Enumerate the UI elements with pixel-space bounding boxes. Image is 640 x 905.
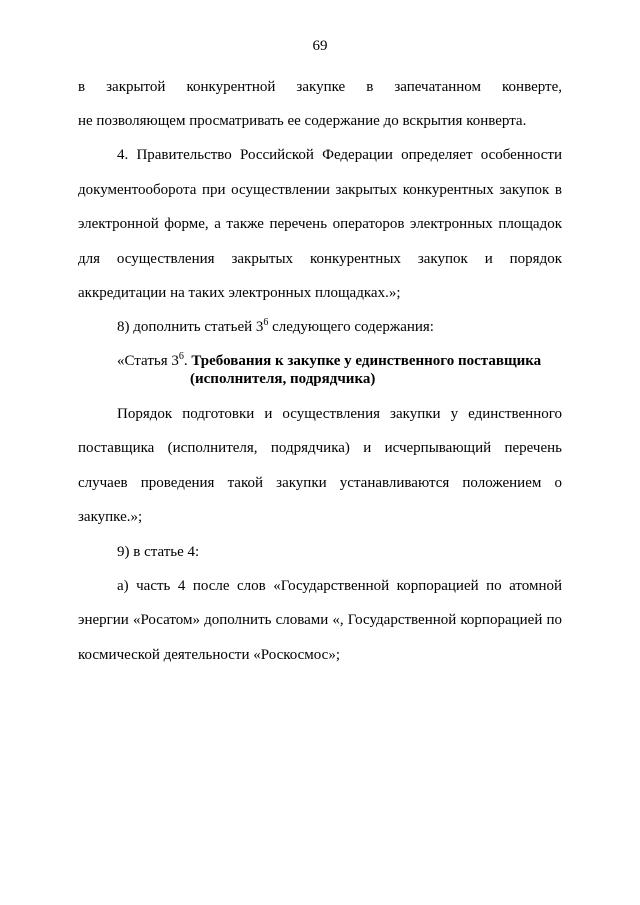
article-title-continued: (исполнителя, подрядчика) <box>190 371 376 387</box>
paragraph-line: 4. Правительство Российской Федерации определяет особенности <box>117 147 562 163</box>
paragraph-line: в закрытой конкурентной закупке в запечатанном конверте, <box>78 79 562 95</box>
paragraph-line: для осуществления закрытых конкурентных закупок и порядок <box>78 251 562 267</box>
article-body-line: закупке.»; <box>78 509 143 525</box>
paragraph-line: документооборота при осуществлении закрытых конкурентных закупок в <box>78 182 562 198</box>
list-item-8 <box>117 318 562 336</box>
paragraph-line: аккредитации на таких электронных площадках.»; <box>78 285 401 301</box>
article-title: Требования к закупке у единственного поставщика <box>187 353 542 369</box>
sub-item-a-line: энергии «Росатом» дополнить словами «, Государственной корпорацией по <box>78 612 562 628</box>
paragraph-line: электронной форме, а также перечень операторов электронных площадок <box>78 216 562 232</box>
sub-item-a-line: а) часть 4 после слов «Государственной корпорацией по атомной <box>117 578 562 594</box>
article-prefix: «Статья 3 <box>117 353 179 369</box>
article-body-line: случаев проведения такой закупки устанавливаются положением о <box>78 475 562 491</box>
article-body-line: поставщика (исполнителя, подрядчика) и исчерпывающий перечень <box>78 440 562 456</box>
item8-text: 8) дополнить статьей 3 <box>117 319 264 335</box>
item8-superscript: 6 <box>263 317 269 328</box>
article-heading <box>117 352 577 370</box>
paragraph-line: не позволяющем просматривать ее содержание до вскрытия конверта. <box>78 113 527 129</box>
article-prefix-end: . <box>183 353 188 369</box>
article-body-line: Порядок подготовки и осуществления закупки у единственного <box>117 406 562 422</box>
sub-item-a-line: космической деятельности «Роскосмос»; <box>78 647 340 663</box>
list-item-9: 9) в статье 4: <box>117 544 200 560</box>
article-superscript: 6 <box>178 351 184 362</box>
item8-text-end: следующего содержания: <box>268 319 434 335</box>
page-number: 69 <box>312 38 328 54</box>
